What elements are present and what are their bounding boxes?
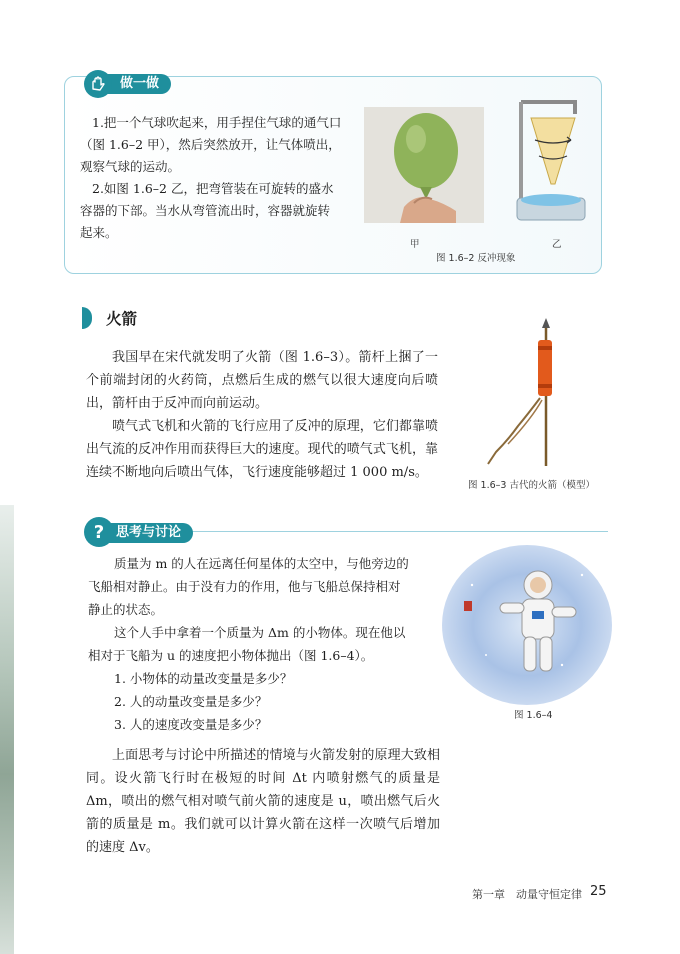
balloon-photo xyxy=(364,107,484,223)
hand-icon xyxy=(84,70,112,98)
question-icon: ? xyxy=(84,517,114,547)
activity-header xyxy=(84,70,184,96)
astronaut-image xyxy=(442,545,612,705)
activity-item-2: 2.如图 1.6–2 乙，把弯管装在可旋转的盛水容器的下部。当水从弯管流出时，容器就旋转起来。 xyxy=(80,181,334,240)
rocket-paragraph-1: 我国早在宋代就发明了火箭（图 1.6–3）。箭杆上捆了一个前端封闭的火药筒，点燃后生成的燃气以很大速度向后喷出，箭杆由于反冲而向前运动。 xyxy=(86,350,438,411)
closing-paragraph: 上面思考与讨论中所描述的情境与火箭发射的原理大致相同。设火箭飞行时在极短的时间 Δt 内喷射燃气的质量是 Δm，喷出的燃气相对喷气前火箭的速度是 u，喷出燃气后火箭的质量是 m。我们就可以计算火箭在这样一次喷气后增加的速度 Δv。 xyxy=(86,748,440,855)
section-marker xyxy=(82,307,92,329)
figure-caption-1-6-2: 图 1.6–2 反冲现象 xyxy=(436,253,516,264)
footer-chapter: 第一章 动量守恒定律 xyxy=(472,888,582,901)
discussion-paragraph-1: 质量为 m 的人在远离任何星体的太空中，与他旁边的飞船相对静止。由于没有力的作用，他与飞船总保持相对静止的状态。 xyxy=(88,556,409,617)
closing-text xyxy=(86,744,440,859)
decorative-sidebar xyxy=(0,505,14,954)
page-number: 25 xyxy=(590,884,607,899)
discussion-text xyxy=(88,552,410,736)
discussion-header xyxy=(84,517,224,545)
figure-caption-1-6-3: 图 1.6–3 古代的火箭（模型） xyxy=(468,480,595,491)
question-1: 1. 小物体的动量改变量是多少？ xyxy=(114,671,293,686)
rotating-container-diagram xyxy=(513,100,589,228)
question-2: 2. 人的动量改变量是多少？ xyxy=(114,694,268,709)
discussion-title: 思考与讨论 xyxy=(106,523,193,543)
rocket-text xyxy=(86,346,438,484)
discussion-paragraph-2: 这个人手中拿着一个质量为 Δm 的小物体。现在他以相对于飞船为 u 的速度把小物体抛出（图 1.6–4）。 xyxy=(88,625,406,663)
label-a: 甲 xyxy=(410,239,420,250)
figure-caption-1-6-4: 图 1.6–4 xyxy=(514,710,553,721)
activity-title: 做一做 xyxy=(106,74,171,94)
section-title-rocket: 火箭 xyxy=(106,310,138,328)
activity-text xyxy=(80,112,342,244)
rocket-paragraph-2: 喷气式飞机和火箭的飞行应用了反冲的原理，它们都靠喷出气流的反冲作用而获得巨大的速度。现代的喷气式飞机，靠连续不断地向后喷出气体，飞行速度能够超过 1 000 m/s。 xyxy=(86,419,438,480)
label-b: 乙 xyxy=(552,239,562,250)
question-3: 3. 人的速度改变量是多少？ xyxy=(114,717,268,732)
ancient-rocket-image xyxy=(478,318,566,468)
activity-item-1: 1.把一个气球吹起来，用手捏住气球的通气口（图 1.6–2 甲），然后突然放开，让气体喷出，观察气球的运动。 xyxy=(80,115,342,174)
